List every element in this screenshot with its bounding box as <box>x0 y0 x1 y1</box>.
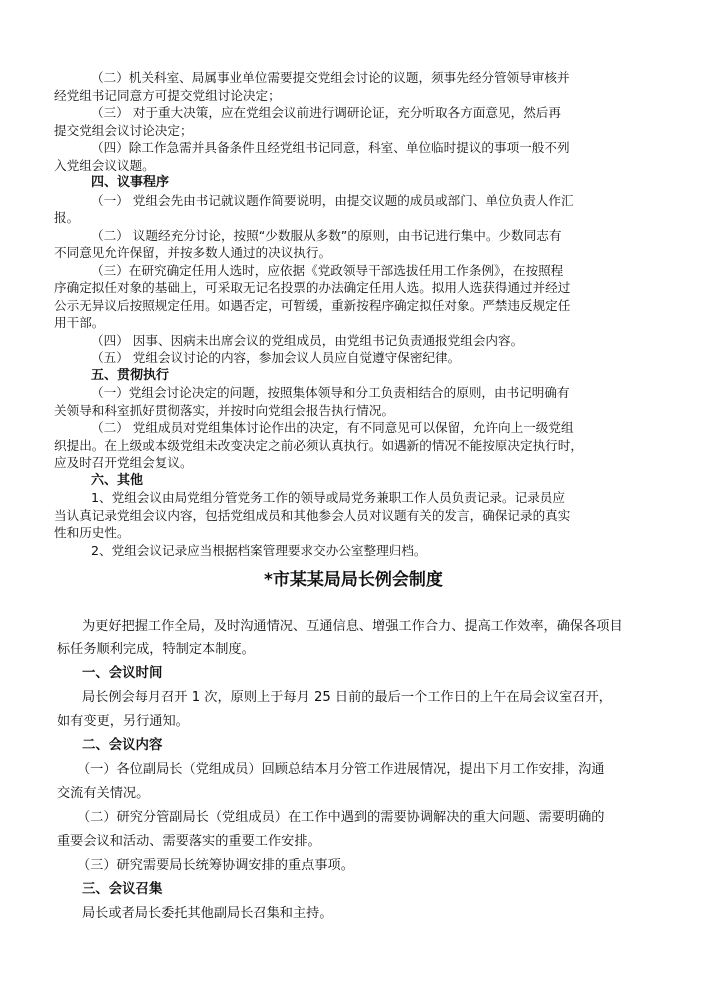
paragraph-line: 入党组会议议题。 <box>54 158 155 173</box>
paragraph-line: 标任务顺利完成，特制定本制度。 <box>57 642 255 657</box>
paragraph-line: （三） 对于重大决策，应在党组会议前进行调研论证，充分听取各方面意见，然后再 <box>91 105 561 120</box>
paragraph-line: 序确定拟任对象的基础上，可采取无记名投票的办法确定任用人选。拟用人选获得通过并经过 <box>54 280 571 295</box>
paragraph-line: 2、党组会议记录应当根据档案管理要求交办公室整理归档。 <box>91 543 427 558</box>
paragraph-line: 不同意见允许保留，并按多数人通过的决议执行。 <box>54 245 332 260</box>
paragraph-line: （二）研究分管副局长（党组成员）在工作中遇到的需要协调解决的重大问题、需要明确的 <box>77 810 605 825</box>
section-heading: 三、会议召集 <box>82 882 163 897</box>
paragraph-line: 应及时召开党组会复议。 <box>54 455 193 470</box>
paragraph-line: 性和历史性。 <box>54 525 130 540</box>
document-title: *市某某局局长例会制度 <box>264 570 443 590</box>
section-heading: 六、其他 <box>91 473 144 488</box>
paragraph-line: （三）研究需要局长统筹协调安排的重点事项。 <box>77 858 354 873</box>
paragraph-line: 局长例会每月召开 1 次，原则上于每月 25 日前的最后一个工作日的上午在局会议室召开， <box>82 690 612 705</box>
paragraph-line: （三）在研究确定任用人选时，应依据《党政领导干部选拔任用工作条例》，在按照程 <box>91 263 564 278</box>
paragraph-line: （二） 党组成员对党组集体讨论作出的决定，有不同意见可以保留，允许向上一级党组 <box>91 420 574 435</box>
paragraph-line: 重要会议和活动、需要落实的重要工作安排。 <box>57 834 321 849</box>
paragraph-line: 为更好把握工作全局，及时沟通情况、互通信息、增强工作合力、提高工作效率，确保各项目 <box>82 619 623 634</box>
paragraph-line: （一）党组会讨论决定的问题，按照集体领导和分工负责相结合的原则，由书记明确有 <box>91 385 570 400</box>
paragraph-line: （五） 党组会议讨论的内容，参加会议人员应自觉遵守保密纪律。 <box>91 350 461 365</box>
paragraph-line: 1、党组会议由局党组分管党务工作的领导或局党务兼职工作人员负责记录。记录员应 <box>91 490 565 505</box>
paragraph-line: 报。 <box>54 210 80 225</box>
paragraph-line: 公示无异议后按照规定任用。如遇否定，可暂缓，重新按程序确定拟任对象。严禁违反规定任 <box>54 298 571 313</box>
paragraph-line: （二） 议题经充分讨论，按照“少数服从多数”的原则，由书记进行集中。少数同志有 <box>91 228 562 243</box>
paragraph-line: （四） 因事、因病未出席会议的党组成员，由党组书记负责通报党组会内容。 <box>91 333 524 348</box>
paragraph-line: 用干部。 <box>54 315 105 330</box>
section-heading: 五、贯彻执行 <box>91 368 170 383</box>
paragraph-line: 局长或者局长委托其他副局长召集和主持。 <box>82 906 333 921</box>
section-heading: 四、议事程序 <box>91 175 170 190</box>
paragraph-line: （一）各位副局长（党组成员）回顾总结本月分管工作进展情况，提出下月工作安排，沟通 <box>77 762 605 777</box>
paragraph-line: 关领导和科室抓好贯彻落实，并按时向党组会报告执行情况。 <box>54 403 395 418</box>
paragraph-line: 如有变更，另行通知。 <box>57 714 189 729</box>
section-heading: 二、会议内容 <box>82 738 163 753</box>
paragraph-line: 当认真记录党组会议内容，包括党组成员和其他参会人员对议题有关的发言，确保记录的真实 <box>54 508 571 523</box>
paragraph-line: （四）除工作急需并具备条件且经党组书记同意，科室、单位临时提议的事项一般不列 <box>91 140 570 155</box>
paragraph-line: 经党组书记同意方可提交党组讨论决定； <box>54 88 281 103</box>
paragraph-line: 织提出。在上级或本级党组未改变决定之前必须认真执行。如遇新的情况不能按原决定执行时， <box>54 438 583 453</box>
paragraph-line: （一） 党组会先由书记就议题作简要说明，由提交议题的成员或部门、单位负责人作汇 <box>91 193 574 208</box>
paragraph-line: 交流有关情况。 <box>57 786 150 801</box>
section-heading: 一、会议时间 <box>82 666 163 681</box>
paragraph-line: 提交党组会议讨论决定； <box>54 123 193 138</box>
paragraph-line: （二）机关科室、局属事业单位需要提交党组会讨论的议题，须事先经分管领导审核并 <box>91 70 570 85</box>
